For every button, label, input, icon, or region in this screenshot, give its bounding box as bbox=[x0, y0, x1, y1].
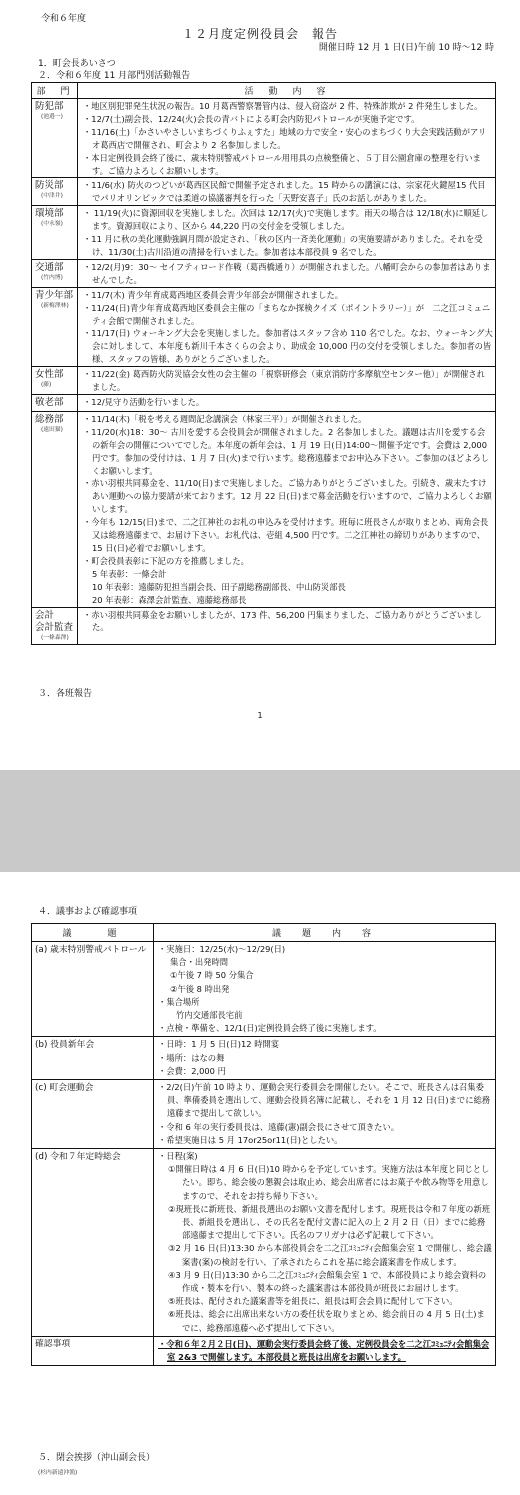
department-cell bbox=[32, 259, 78, 287]
activity-item: ・今年も 12/15(日)まで、二之江神社のお札の申込みを受付けます。班毎に班長さんが取りまとめ、両角会長又は総務遠藤まで、お届け下さい。お札代は、壱組 4,500 円です。二之江神社の締切りがありますので、15 日(日)必着でお願いします。 bbox=[83, 517, 489, 553]
table-row bbox=[32, 287, 496, 366]
activity-cell bbox=[78, 411, 496, 607]
table-row bbox=[32, 1037, 496, 1080]
content-line: ①午後 7 時 50 分集合 bbox=[170, 970, 254, 981]
section-4-heading: ４．議事および確認事項 bbox=[38, 907, 138, 917]
award-line: 10 年表彰：遠藤防犯担当副会長、田子副総務副部長、中山防災部長 bbox=[92, 581, 346, 592]
content-line: ・実施日：12/25(水)～12/29(日) bbox=[158, 944, 286, 954]
numbered-item: ③2 月 16 日(日)13:30 から本部役員会を二之江ｺﾐｭﾆﾃｨ会館集会室 1 で開催し、総会議案書(案)の検討を行い、了承されたらこれを基に総会議案書を作成します。 bbox=[168, 1243, 492, 1267]
numbered-item: ④3 月 9 日(日)13:30 から二之江ｺﾐｭﾆﾃｨ会館集会室 1 で、本部役員により総会資料の作成・製本を行い、製本の終った議案書は本部役員が班長にお届けします。 bbox=[168, 1269, 487, 1294]
table-row bbox=[32, 259, 496, 287]
content-cell bbox=[154, 1080, 496, 1149]
column-header-agenda: 議 題 bbox=[32, 924, 154, 942]
activity-item: ・地区別犯罪発生状況の報告。10 月葛西警察署管内は、侵入窃盗が 2 件、特殊詐欺が 2 件発生しました。 bbox=[83, 101, 483, 111]
department-name: 青少年部 bbox=[35, 289, 74, 301]
content-cell bbox=[154, 1336, 496, 1365]
table-row bbox=[32, 1149, 496, 1337]
department-rep: (池邉一) bbox=[41, 114, 63, 120]
activity-cell bbox=[78, 607, 496, 644]
activity-item: ・11/17(日) ウォーキング大会を実施しました。参加者はスタッフ含め 110 名でした。なお、ウォーキング大会に対しまして、本年度も新川千本さくらの会より、助成金 10,000 円の交付を受領しました。参加者の皆様、スタッフの皆様、ありがとうございました。 bbox=[83, 328, 493, 365]
content-line: ・2/2(日)午前 10 時より、運動会実行委員会を開催したい。そこで、班長さんは召集委員、準備委員を選出して、運動会役員名簿に記載し、それを 1 月 12 日(日)までに総務遠藤まで提出して欲しい。 bbox=[158, 1082, 491, 1119]
activity-cell bbox=[78, 178, 496, 206]
content-line: 集合・出発時間 bbox=[170, 957, 229, 968]
department-cell bbox=[32, 607, 78, 644]
section-5-heading: ５．閉会挨拶（沖山副会長） bbox=[38, 1453, 156, 1463]
activity-cell bbox=[78, 259, 496, 287]
section-2-heading: ２．令和６年度 11 月部門別活動報告 bbox=[38, 71, 191, 81]
department-rep: (遠田猫) bbox=[41, 426, 63, 433]
department-rep: (竹内博) bbox=[41, 274, 63, 281]
activity-cell bbox=[78, 287, 496, 366]
department-rep: (藤) bbox=[41, 382, 52, 389]
award-line: 20 年表彰：森澤会計監査、遠藤総務部長 bbox=[92, 594, 247, 605]
activity-item: ・11/14(木)「税を考える週間記念講演会（林家三平）」が開催されました。 bbox=[83, 413, 367, 424]
content-line: ・場所：はなの舞 bbox=[158, 1052, 225, 1063]
agenda-cell: (a) 歳末特別警戒パトロール bbox=[32, 942, 154, 1037]
content-line: ・点検・準備を、12/1(日)定例役員会終了後に実施します。 bbox=[158, 1023, 382, 1034]
section-3-heading: ３．各班報告 bbox=[38, 689, 93, 699]
department-name: 敬老部 bbox=[35, 396, 64, 408]
agenda-cell: (c) 町会運動会 bbox=[32, 1080, 154, 1149]
department-rep: (新梅澤林) bbox=[41, 302, 69, 309]
content-cell bbox=[154, 1037, 496, 1080]
activity-cell bbox=[78, 367, 496, 395]
department-cell bbox=[32, 411, 78, 607]
agenda-table bbox=[31, 923, 496, 1366]
activity-item: ・11 月に秋の美化運動強調月間が設定され、「秋の区内一斉美化運動」の実施要請がありました。それを受け、11/30(土)古川沿道の清掃を行いました。参加者は本部役員 9 名でした。 bbox=[83, 234, 483, 257]
content-line: ・日程(案) bbox=[158, 1151, 198, 1162]
numbered-item: ⑤班長は、配付された議案書等を組長に、組長は町会会員に配付して下さい。 bbox=[168, 1296, 458, 1307]
department-cell bbox=[32, 394, 78, 411]
column-header-department: 部 門 bbox=[32, 83, 78, 99]
activity-item: ・11/24(日)青少年育成葛西地区委員会主催の「まちなか探検クイズ（ポイントラリー）」が 二之江コミュニティ会館で開催されました。 bbox=[83, 302, 491, 326]
page-number: 1 bbox=[257, 711, 263, 720]
content-line: ・集合場所 bbox=[158, 996, 200, 1007]
agenda-cell: 確認事項 bbox=[32, 1336, 154, 1365]
department-cell bbox=[32, 287, 78, 366]
table-row bbox=[32, 411, 496, 607]
content-cell bbox=[154, 1149, 496, 1337]
department-cell bbox=[32, 206, 78, 260]
numbered-item: ②現班長に新班長、新組長選出のお願い文書を配付します。現班長は令和７年度の新班長、新組長を選出し、その氏名を配付文書に記入の上 2 月 2 日（日）までに総務部遠藤まで提出して下さい。氏名のフリガナは必ず記載して下さい。 bbox=[168, 1203, 491, 1241]
report-page-2 bbox=[0, 872, 520, 1495]
page-separator bbox=[0, 770, 520, 872]
department-name: 会計 bbox=[35, 609, 55, 621]
activity-item: ・12/見守り活動を行いました。 bbox=[83, 396, 205, 407]
content-line: ・令和 6 年の実行委員長は、遠藤(憲)副会長にさせて頂きたい。 bbox=[158, 1121, 400, 1132]
activity-report-table bbox=[31, 82, 496, 645]
department-cell bbox=[32, 178, 78, 206]
department-name: 防災部 bbox=[35, 180, 64, 192]
table-row bbox=[32, 607, 496, 644]
department-name: 防犯部 bbox=[35, 101, 64, 112]
activity-item: ・ 11/19(火)に資源回収を実施しました。次回は 12/17(火)で実施します。雨天の場合は 12/18(水)に順延します。資源回収により、区から 44,220 円の交付金を受領しました。 bbox=[83, 208, 489, 232]
agenda-cell: (d) 令和７年定時総会 bbox=[32, 1149, 154, 1337]
content-cell bbox=[154, 942, 496, 1037]
content-line: ②午後 8 時出発 bbox=[170, 983, 230, 994]
activity-item: ・11/16(土)「かさいやさしいまちづくりふぇすた」地域の力で安全・安心のまちづくり大会実践活動がアリオ葛西店で開催され、町会より 2 名参加しました。 bbox=[83, 126, 487, 150]
activity-item: ・本日定例役員会終了後に、歳末特別警戒パトロール用用具の点検整備と、５丁目公園倉庫の整理を行います。ご協力よろしくお願いします。 bbox=[83, 152, 481, 176]
activity-item: ・町会役員表彰に下記の方を推薦しました。 bbox=[83, 555, 249, 566]
department-cell bbox=[32, 99, 78, 178]
content-line: ・会費：2,000 円 bbox=[158, 1065, 226, 1076]
table-header-row bbox=[32, 83, 496, 99]
department-name: 総務部 bbox=[35, 413, 64, 425]
content-line: ・希望実施日は 5 月 17or25or11(日)としたい。 bbox=[158, 1134, 343, 1145]
column-header-activity: 活 動 内 容 bbox=[78, 83, 496, 99]
activity-item: ・11/7(木) 青少年育成葛西地区委員会青少年部会が開催されました。 bbox=[83, 289, 344, 300]
activity-cell bbox=[78, 99, 496, 178]
activity-item: ・赤い羽根共同募金を、11/10(日)まで実施しました。ご協力ありがとうございました。引続き、歳末たすけあい運動への協力要請が来ております。12 月 22 日(日)まで募金活動を行いますので、ご協力よろしくお願いします。 bbox=[83, 478, 492, 515]
department-rep: (中永嶺) bbox=[41, 221, 63, 228]
content-line: ・日時：1 月 5 日(日)12 時開宴 bbox=[158, 1039, 280, 1050]
content-line: 竹内交通部長宅前 bbox=[176, 1010, 243, 1021]
activity-item: ・12/7(土)副会長、12/24(火)会長の青バトによる町会内防犯パトロールが実施予定です。 bbox=[83, 113, 420, 124]
activity-item: ・11/20(水)18：30～ 古川を愛する会役員会が開催されました。2 名参加しました。議題は古川を愛する会の新年会の開催についてでした。本年度の新年会は、1 月 19 日(日)14:00～開催予定です。会費は 2,000 円です。参加の受付けは、1 月 7 日(火)まで行います。総務遠藤までお申込み下さい。ご参加のほどよろしくお願いします。 bbox=[83, 426, 489, 476]
department-name: 交通部 bbox=[35, 261, 64, 273]
column-header-content: 議 題 内 容 bbox=[154, 924, 496, 942]
table-row bbox=[32, 367, 496, 395]
department-rep: (中津井) bbox=[41, 193, 63, 200]
department-rep: (一條森澤) bbox=[41, 634, 69, 641]
department-cell bbox=[32, 367, 78, 395]
activity-item: ・11/22(金) 葛西防火防災協会女性の会主催の「視察研修会（東京消防庁多摩航空センター他）」が開催されました。 bbox=[83, 369, 485, 393]
numbered-item: ⑥班長は、総会に出席出来ない方の委任状を取りまとめ、総会前日の 4 月 5 日(土)までに、総務部遠藤へ必ず提出して下さい。 bbox=[168, 1309, 485, 1333]
activity-item: ・11/6(水) 防火のつどいが葛西区民館で開催予定されました。15 時からの講演には、宗家花火鍵屋15 代目でパリオリンピックでは柔道の協議審判を行った「天野安喜子」氏のお話しがありました。 bbox=[83, 180, 486, 204]
table-row bbox=[32, 942, 496, 1037]
confirmation-item: ・令和６年２月２日(日)、運動会実行委員会終了後、定例役員会を二之江ｺﾐｭﾆﾃｨ会館集会室 2&3 で開催します。本部役員と班長は出席をお願いします。 bbox=[158, 1338, 490, 1363]
footer-note: (杉内新遠沖漁) bbox=[38, 1470, 78, 1476]
table-row bbox=[32, 206, 496, 260]
meeting-date: 開催日時 12 月 1 日(日)午前 10 時～12 時 bbox=[318, 43, 494, 53]
table-row bbox=[32, 394, 496, 411]
agenda-cell: (b) 役員新年会 bbox=[32, 1037, 154, 1080]
fiscal-year: 令和６年度 bbox=[41, 14, 87, 24]
table-header-row bbox=[32, 924, 496, 942]
table-row bbox=[32, 1080, 496, 1149]
section-1-heading: 1．町会長あいさつ bbox=[38, 59, 116, 69]
numbered-item: ①開催日時は 4 月 6 日(日)10 時からを予定しています。実施方法は本年度と同じとしたい。即ち、総会後の懇親会は取止め、総会出席者にはお菓子や飲み物等を用意しますので、それをお持ち帰り下さい。 bbox=[168, 1164, 490, 1201]
department-name: 環境部 bbox=[35, 208, 64, 220]
table-row bbox=[32, 1336, 496, 1365]
table-row bbox=[32, 178, 496, 206]
activity-cell bbox=[78, 206, 496, 260]
table-row bbox=[32, 99, 496, 178]
activity-item: ・赤い羽根共同募金をお願いしましたが、173 件、56,200 円集まりました、ご協力ありがとうございました。 bbox=[83, 609, 482, 633]
page-title: １２月度定例役員会 報告 bbox=[181, 27, 338, 41]
award-line: 5 年表彰：一條会計 bbox=[92, 568, 167, 579]
activity-item: ・12/2(月)9：30～ セイフティロード作戦（葛西橋通り）が開催されました。八幡町会からの参加者はありませんでした。 bbox=[83, 261, 491, 285]
activity-cell bbox=[78, 394, 496, 411]
department-name-2: 会計監査 bbox=[35, 621, 74, 633]
department-name: 女性部 bbox=[35, 369, 64, 381]
